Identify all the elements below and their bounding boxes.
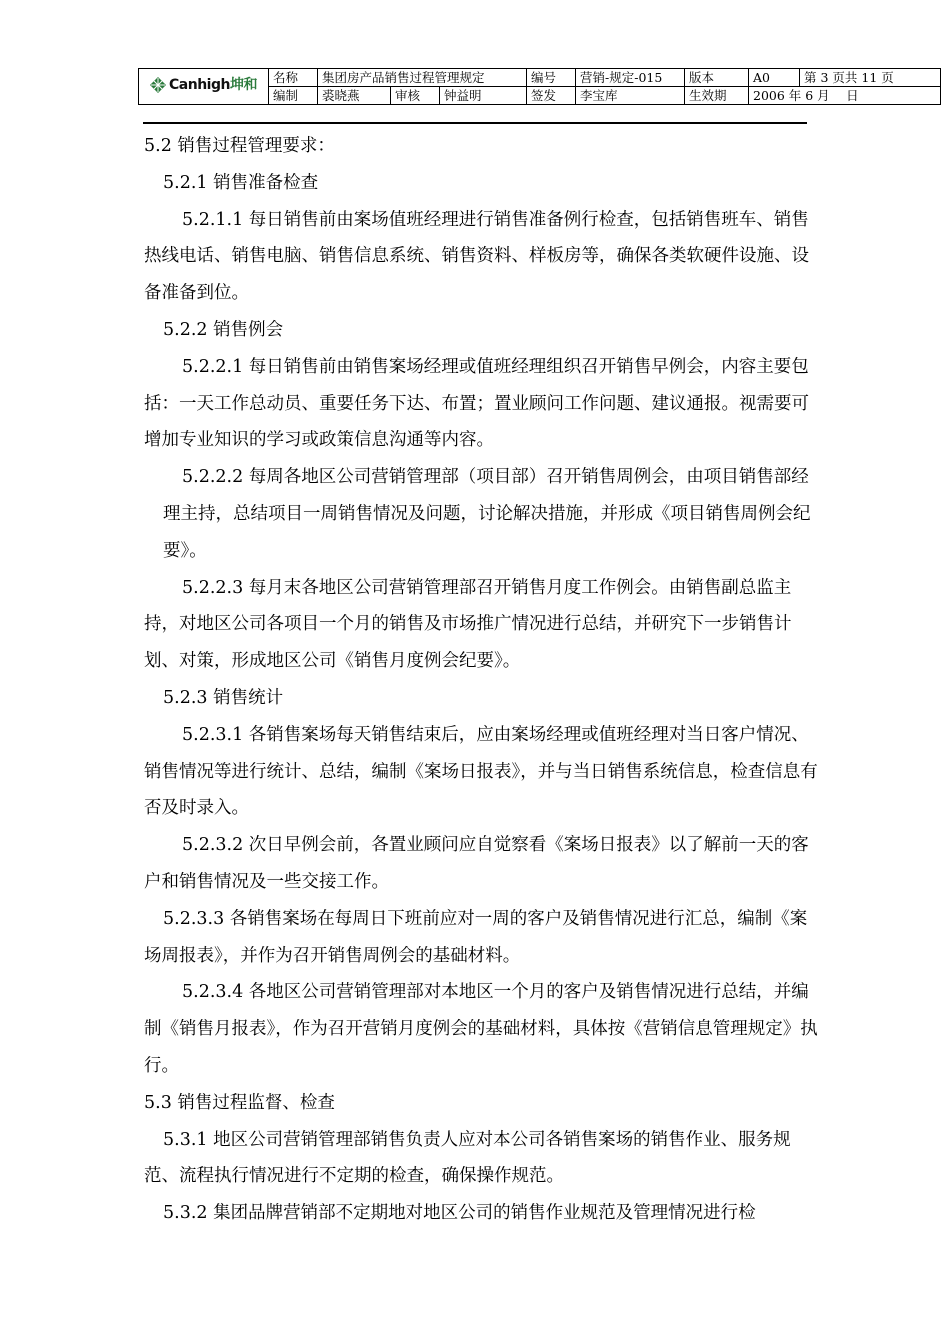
paragraph: 5.3.1 地区公司营销管理部销售负责人应对本公司各销售案场的销售作业、服务规范、流程执行情况进行不定期的检查，确保操作规范。 (144, 1129, 791, 1187)
section-heading: 5.2 销售过程管理要求： (144, 136, 335, 156)
author-value: 裘晓燕 (318, 87, 391, 104)
paragraph: 5.2.1.1 每日销售前由案场值班经理进行销售准备例行检查，包括销售班车、销售热线电话、销售电脑、销售信息系统、销售资料、样板房等，确保各类软硬件设施、设备准备到位。 (144, 209, 809, 304)
paragraph: 5.2.2.1 每日销售前由销售案场经理或值班经理组织召开销售早例会，内容主要包括：一天工作总动员、重要任务下达、布置；置业顾问工作问题、建议通报。视需要可增加专业知识的学习或政策信息沟通等内容。 (144, 356, 809, 451)
header-divider (143, 122, 807, 124)
author-label: 编制 (269, 87, 318, 105)
paragraph: 5.2.3.4 各地区公司营销管理部对本地区一个月的客户及销售情况进行总结，并编制《销售月报表》，作为召开营销月度例会的基础材料，具体按《营销信息管理规定》执行。 (144, 982, 818, 1076)
paragraph: 5.3.2 集团品牌营销部不定期地对地区公司的销售作业规范及管理情况进行检 (163, 1203, 756, 1224)
subsection-heading: 5.2.3 销售统计 (163, 687, 284, 708)
effective-label: 生效期 (685, 87, 749, 105)
effective-value: 2006 年 6 月 日 (749, 87, 941, 105)
section-heading: 5.3 销售过程监督、检查 (144, 1092, 335, 1113)
paragraph: 5.2.3.2 次日早例会前，各置业顾问应自觉察看《案场日报表》以了解前一天的客户和销售情况及一些交接工作。 (144, 835, 809, 892)
company-logo-cell (139, 69, 269, 105)
page-info: 第 3 页共 11 页 (800, 69, 941, 87)
document-header-table (138, 68, 941, 105)
version-label: 版本 (685, 69, 749, 87)
paragraph: 5.2.3.1 各销售案场每天销售结束后，应由案场经理或值班经理对当日客户情况、销售情况等进行统计、总结，编制《案场日报表》，并与当日销售系统信息，检查信息有否及时录入。 (144, 724, 818, 819)
sign-value: 李宝库 (576, 87, 685, 105)
name-label: 名称 (269, 69, 318, 87)
document-body (144, 128, 824, 1232)
subsection-heading: 5.2.1 销售准备检查 (163, 172, 319, 193)
paragraph: 5.2.3.3 各销售案场在每周日下班前应对一周的客户及销售情况进行汇总，编制《案场周报表》，并作为召开销售周例会的基础材料。 (144, 908, 808, 966)
review-label: 审核 (391, 87, 440, 104)
sign-label: 签发 (527, 87, 576, 105)
code-label: 编号 (527, 69, 576, 87)
review-value: 钟益明 (444, 87, 482, 103)
subsection-heading: 5.2.2 销售例会 (163, 319, 284, 340)
author-review-cell (318, 87, 527, 105)
paragraph: 5.2.2.2 每周各地区公司营销管理部（项目部）召开销售周例会，由项目销售部经理主持，总结项目一周销售情况及问题，讨论解决措施，并形成《项目销售周例会纪要》。 (163, 467, 811, 561)
logo-wordmark: Canhigh坤和 (169, 76, 257, 93)
paragraph: 5.2.2.3 每月末各地区公司营销管理部召开销售月度工作例会。由销售副总监主持，对地区公司各项目一个月的销售及市场推广情况进行总结，并研究下一步销售计划、对策，形成地区公司《销售月度例会纪要》。 (144, 577, 792, 672)
logo-mark-icon (150, 77, 166, 93)
company-logo (150, 77, 257, 93)
version-value: A0 (749, 69, 800, 87)
name-value: 集团房产品销售过程管理规定 (318, 69, 527, 87)
code-value: 营销-规定-015 (576, 69, 685, 87)
